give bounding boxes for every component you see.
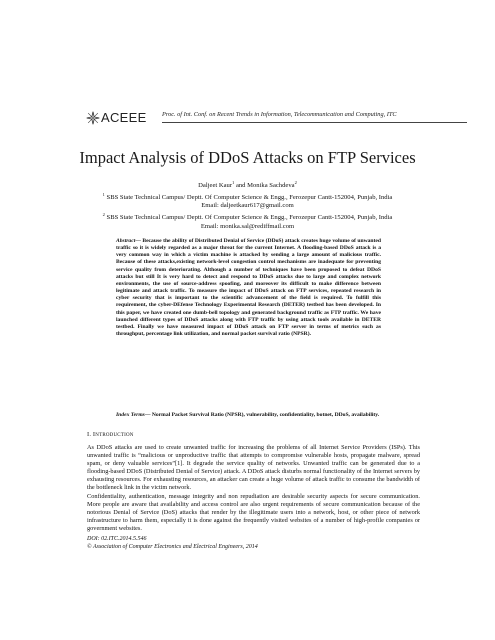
logo-text: ACEEE: [101, 110, 147, 125]
affiliation-2: $^2$ SBS State Technical Campus/ Deptt. Of Computer Science & Engg., Ferozepur Cantt-152004, Punjab, India: [102, 211, 393, 222]
index-terms-label: Index Terms: [116, 412, 145, 418]
author-block: [0, 179, 495, 231]
affiliation-1: $^1$ SBS State Technical Campus/ Deptt. Of Computer Science & Engg., Ferozepur Cantt-152004, Punjab, India: [102, 191, 393, 201]
abstract: [116, 238, 381, 338]
star-logo-icon: [86, 111, 100, 125]
section-heading: [87, 431, 134, 438]
section-title: NTRODUCTION: [95, 433, 134, 438]
author-2: Monika Sachdeva: [247, 182, 295, 190]
proceedings-line: Proc. of Int. Conf. on Recent Trends in Information, Telecommunication and Computing, ITC: [162, 111, 397, 118]
abstract-text: — Because the ability of Distributed Denial of Service (DDoS) attack creates huge volume of unwanted traffic so it is widely regarded as a major threat for the current Internet. A flooding-based DDoS attack is a very common way in which a victim machine is attacked by sending a large amount of malicious traffic. Because of these attacks,existing network-level congestion control mechanisms are inadequate for preventing service quality from deteriorating. Although a number of techniques have been proposed to defeat DDoS attacks but still It is very hard to detect and respond to DDoS attacks due to large and complex network environments, the use of source-address spoofing, and moreover its difficult to make difference between legitimate and attack traffic. To measure the impact of DDoS attack on FTP services, repeated research in cyber security that is important to the scientific advancement of the field is required. To fulfill this requirement, the cyber-DEfense Technology Experimental Research (DETER) testbed has been developed. In this paper, we have created one dumb-bell topology and generated background traffic as FTP traffic. We have launched different types of DDoS attacks along with FTP traffic by using attack tools available in DETER testbed. Finally we have measured impact of DDoS attack on FTP server in terms of metrics such as throughput, percentage link utilization, and normal packet survival ratio (NPSR).: [116, 238, 381, 338]
section-number: I. I: [87, 431, 96, 438]
author-conjunction: and: [234, 182, 248, 190]
index-terms-text: — Normal Packet Survival Ratio (NPSR), vulnerability, confidentiality, botnet, DDoS, availability.: [144, 412, 380, 418]
copyright-line: © Association of Computer Electronics and Electrical Engineers, 2014: [87, 544, 258, 550]
author-1-sup: 1: [232, 180, 235, 185]
abstract-label: Abstract: [116, 238, 136, 244]
aceee-logo: [86, 110, 147, 125]
introduction-body: [87, 444, 420, 533]
author-1: Daljeet Kaur: [198, 182, 233, 190]
paper-title: Impact Analysis of DDoS Attacks on FTP Services: [79, 148, 416, 167]
doi-line: DOI: 02.ITC.2014.5.546: [87, 536, 147, 542]
author-names: [0, 179, 495, 191]
header-rule: [162, 122, 467, 123]
index-terms: [116, 412, 381, 419]
email-1: Email: daljeetkaur617@gmail.com: [201, 202, 294, 210]
author-2-sup: 2: [294, 180, 297, 185]
footer: [87, 535, 258, 551]
intro-paragraph-2: Confidentiality, authentication, message integrity and non repudiation are desirable security aspects for secure communication. More people are aware that availability and access control are also urgent requirements of secure communication because of the notorious Denial of Service (DoS) attacks that render by the illegitimate users into a network, host, or other piece of network infrastructure to harm them, especially it is done against the frequently visited websites of a number of high-profile companies or government websites.: [87, 492, 420, 532]
conference-header: [86, 108, 466, 130]
intro-paragraph-1: As DDoS attacks are used to create unwanted traffic for increasing the problems of all Internet Service Providers (ISPs). This unwanted traffic is “malicious or unproductive traffic that attempts to compromise vulnerable hosts, propagate malware, spread spam, or deny valuable services”[1]. It degrade the service quality of networks. Unwanted traffic can be generated due to a flooding-based DDoS (Distributed Denial of Service) attack. A DDoS attack disturbs normal functionality of the Internet servers by exhausting resources. For exhausting resources, an attacker can create a huge volume of attack traffic to consume the bandwidth of the bottleneck link in the victim network.: [87, 444, 420, 492]
email-2: Email: monika.sal@rediffmail.com: [200, 222, 295, 230]
